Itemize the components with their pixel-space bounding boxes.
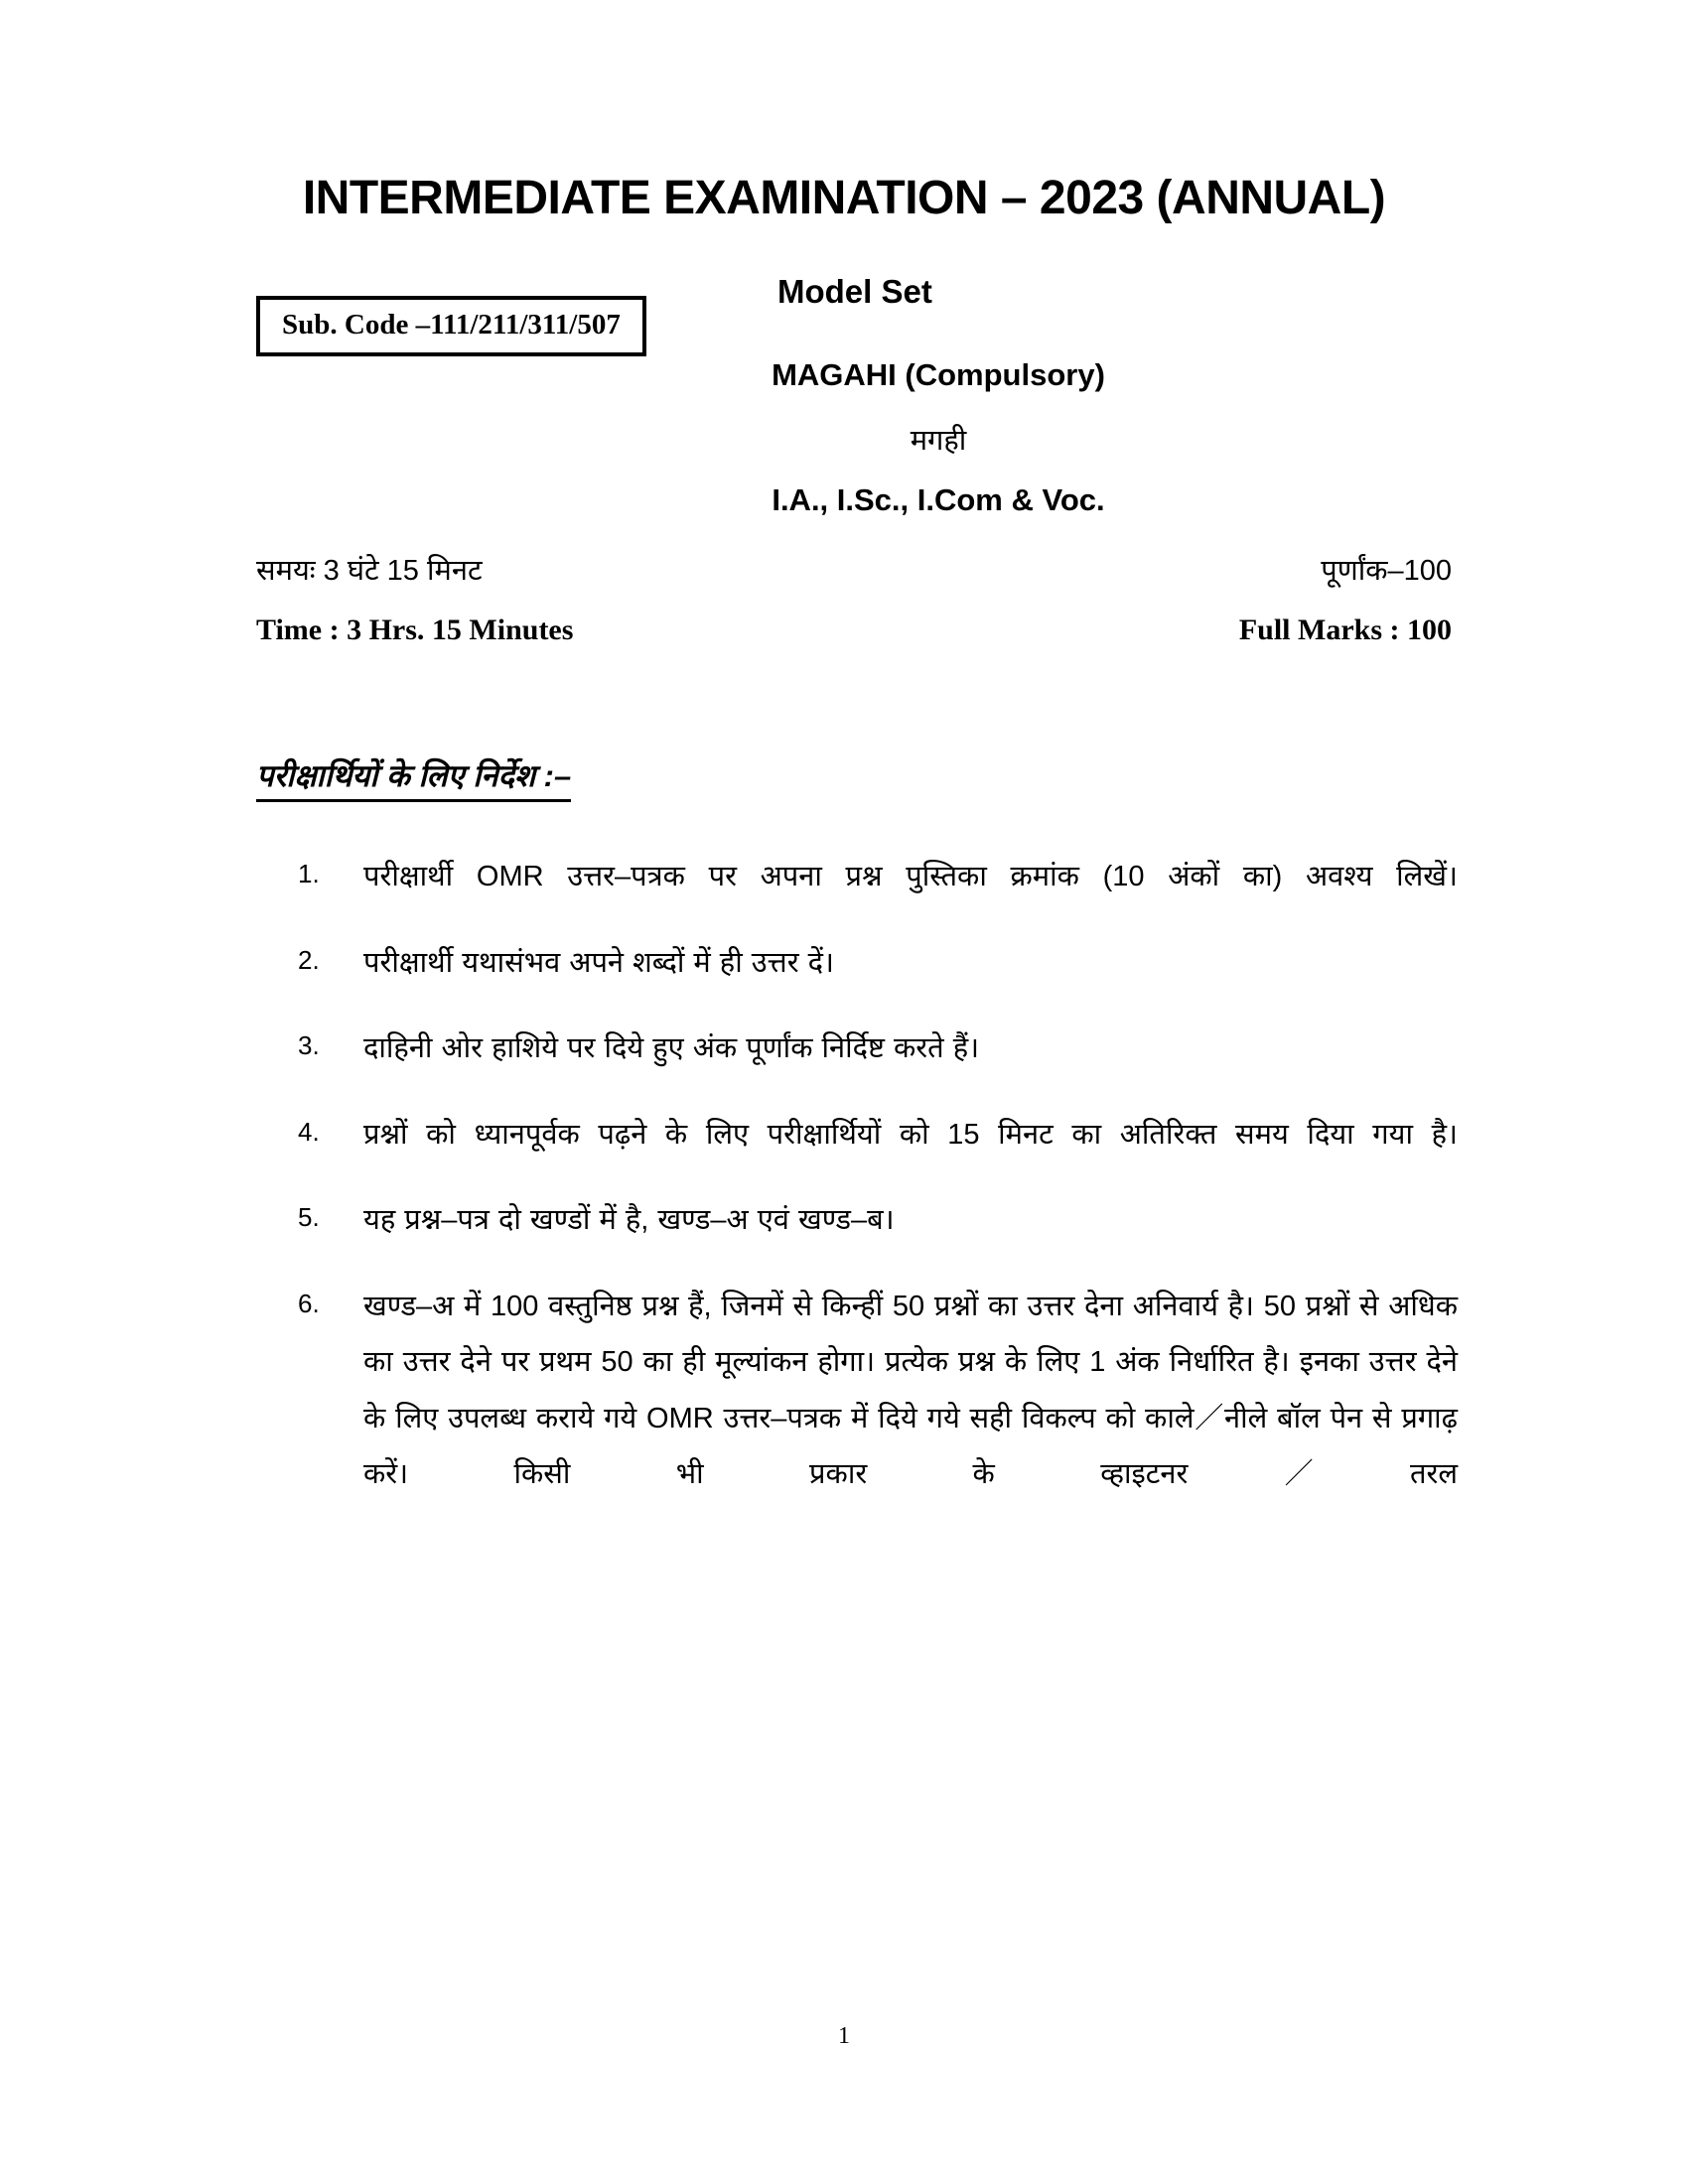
instruction-number: 4. — [298, 1116, 320, 1147]
instruction-item — [256, 849, 1458, 905]
instruction-number: 5. — [298, 1202, 320, 1233]
instruction-number: 6. — [298, 1288, 320, 1318]
instructions-heading: परीक्षार्थियों के लिए निर्देश :– — [256, 754, 571, 802]
time-marks-row-english — [256, 614, 1452, 647]
subject-name-english: MAGAHI (Compulsory) — [772, 357, 1105, 392]
instruction-item — [256, 935, 1458, 992]
exam-title: INTERMEDIATE EXAMINATION – 2023 (ANNUAL) — [302, 172, 1386, 224]
instruction-text: परीक्षार्थी यथासंभव अपने शब्दों में ही उत्तर दें। — [363, 946, 835, 979]
subject-name-hindi: मगही — [910, 425, 967, 457]
model-set-label: Model Set — [777, 273, 932, 310]
instruction-text: परीक्षार्थी OMR उत्तर–पत्रक पर अपना प्रश्न पुस्तिका क्रमांक (10 अंकों का) अवश्य लिखें। — [363, 861, 1458, 892]
instruction-number: 3. — [298, 1030, 320, 1061]
time-label-hindi: समयः 3 घंटे 15 मिनट — [256, 555, 483, 587]
instruction-item — [256, 1021, 1458, 1077]
instruction-text: दाहिनी ओर हाशिये पर दिये हुए अंक पूर्णांक निर्दिष्ट करते हैं। — [363, 1032, 980, 1065]
time-marks-row-hindi — [256, 550, 1452, 589]
instruction-text: प्रश्नों को ध्यानपूर्वक पढ़ने के लिए परीक्षार्थियों को 15 मिनट का अतिरिक्त समय दिया गया है। — [363, 1118, 1458, 1151]
instruction-text: खण्ड–अ में 100 वस्तुनिष्ठ प्रश्न हैं, जिनमें से किन्हीं 50 प्रश्नों का उत्तर देना अनिवार्य है। 50 प्रश्नों से अधिक का उत्तर देने पर प्रथम 50 का ही मूल्यांकन होगा। प्रत्येक प्रश्न के लिए 1 अंक निर्धारित है। इनका उत्तर देने के लिए उपलब्ध कराये गये OMR उत्तर–पत्रक में दिये गये सही विकल्प को काले／नीले बॉल पेन से प्रगाढ़ करें। किसी भी प्रकार के व्हाइटनर／तरल — [363, 1290, 1458, 1491]
subject-code-label: Sub. Code –111/211/311/507 — [282, 309, 621, 341]
full-marks-label-english: Full Marks : 100 — [1238, 614, 1452, 646]
full-marks-label-hindi: पूर्णांक–100 — [1321, 555, 1452, 587]
page-number: 1 — [838, 2023, 850, 2049]
instruction-item — [256, 1279, 1458, 1503]
instruction-number: 2. — [298, 944, 320, 975]
instruction-item — [256, 1107, 1458, 1163]
instructions-list — [256, 849, 1458, 1533]
subject-code-box — [256, 296, 646, 356]
time-label-english: Time : 3 Hrs. 15 Minutes — [256, 614, 574, 646]
stream-list: I.A., I.Sc., I.Com & Voc. — [772, 482, 1105, 517]
instruction-item — [256, 1192, 1458, 1249]
instruction-number: 1. — [298, 859, 320, 888]
instruction-text: यह प्रश्न–पत्र दो खण्डों में है, खण्ड–अ एवं खण्ड–ब। — [363, 1204, 895, 1237]
